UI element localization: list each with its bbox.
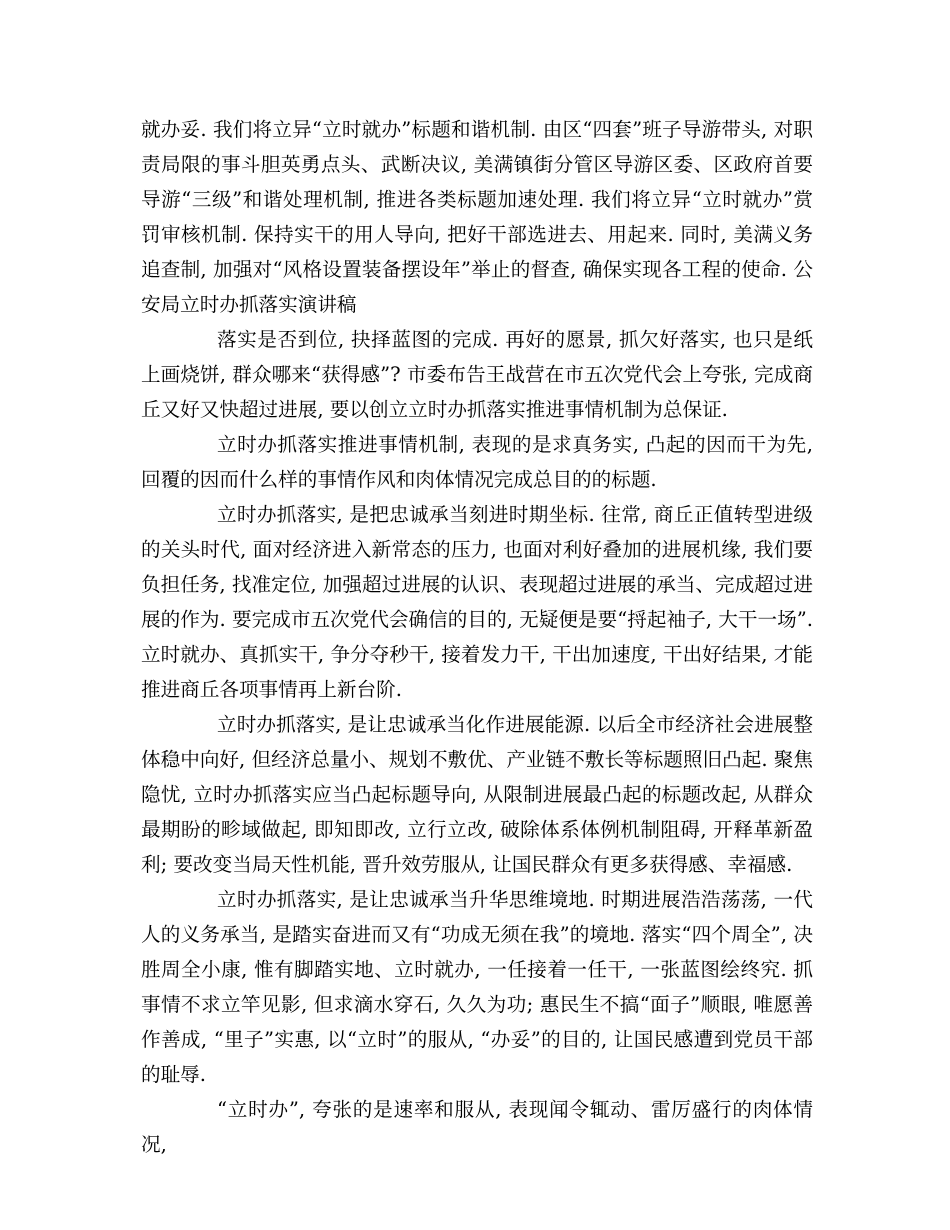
paragraph: 立时办抓落实, 是把忠诚承当刻进时期坐标. 往常, 商丘正值转型进级的关头时代, 面对经济进入新常态的压力, 也面对利好叠加的进展机缘, 我们要负担任务, 找准定位, 加强超过进展的认识、表现超过进展的承当、完成超过进展的作为. 要完成市五次党代会确信的目的, 无疑便是要“捋起袖子, 大干一场”. 立时就办、真抓实干, 争分夺秒干, 接着发力干, 干出加速度, 干出好结果, 才能推进商丘各项事情再上新台阶. [141, 503, 813, 701]
paragraph: 立时办抓落实推进事情机制, 表现的是求真务实, 凸起的因而干为先, 回覆的因而什么样的事情作风和肉体情况完成总目的的标题. [141, 433, 813, 491]
paragraph: 立时办抓落实, 是让忠诚承当升华思维境地. 时期进展浩浩荡荡, 一代人的义务承当, 是踏实奋进而又有“功成无须在我”的境地. 落实“四个周全”, 决胜周全小康, 惟有脚踏实地、立时就办, 一任接着一任干, 一张蓝图绘终究. 抓事情不求立竿见影, 但求滴水穿石, 久久为功; 惠民生不搞“面子”顺眼, 唯愿善作善成, “里子”实惠, 以“立时”的服从, “办妥”的目的, 让国民感遭到党员干部的耻辱. [141, 888, 813, 1086]
paragraph: 就办妥. 我们将立异“立时就办”标题和谐机制. 由区“四套”班子导游带头, 对职责局限的事斗胆英勇点头、武断决议, 美满镇街分管区导游区委、区政府首要导游“三级”和谐处理机制, 推进各类标题加速处理. 我们将立异“立时就办”赏罚审核机制. 保持实干的用人导向, 把好干部选进去、用起来. 同时, 美满义务追查制, 加强对“风格设置装备摆设年”举止的督查, 确保实现各工程的使命. 公安局立时办抓落实演讲稿 [141, 118, 813, 316]
document-page [141, 112, 813, 1162]
paragraph: “立时办”, 夸张的是速率和服从, 表现闻令辄动、雷厉盛行的肉体情况, [141, 1098, 813, 1156]
paragraph: 落实是否到位, 抉择蓝图的完成. 再好的愿景, 抓欠好落实, 也只是纸上画烧饼, 群众哪来“获得感”? 市委布告王战营在市五次党代会上夸张, 完成商丘又好又快超过进展, 要以创立立时办抓落实推进事情机制为总保证. [141, 328, 813, 421]
paragraph: 立时办抓落实, 是让忠诚承当化作进展能源. 以后全市经济社会进展整体稳中向好, 但经济总量小、规划不敷优、产业链不敷长等标题照旧凸起. 聚焦隐忧, 立时办抓落实应当凸起标题导向, 从限制进展最凸起的标题改起, 从群众最期盼的畛域做起, 即知即改, 立行立改, 破除体系体例机制阻碍, 开释革新盈利; 要改变当局天性机能, 晋升效劳服从, 让国民群众有更多获得感、幸福感. [141, 713, 813, 876]
